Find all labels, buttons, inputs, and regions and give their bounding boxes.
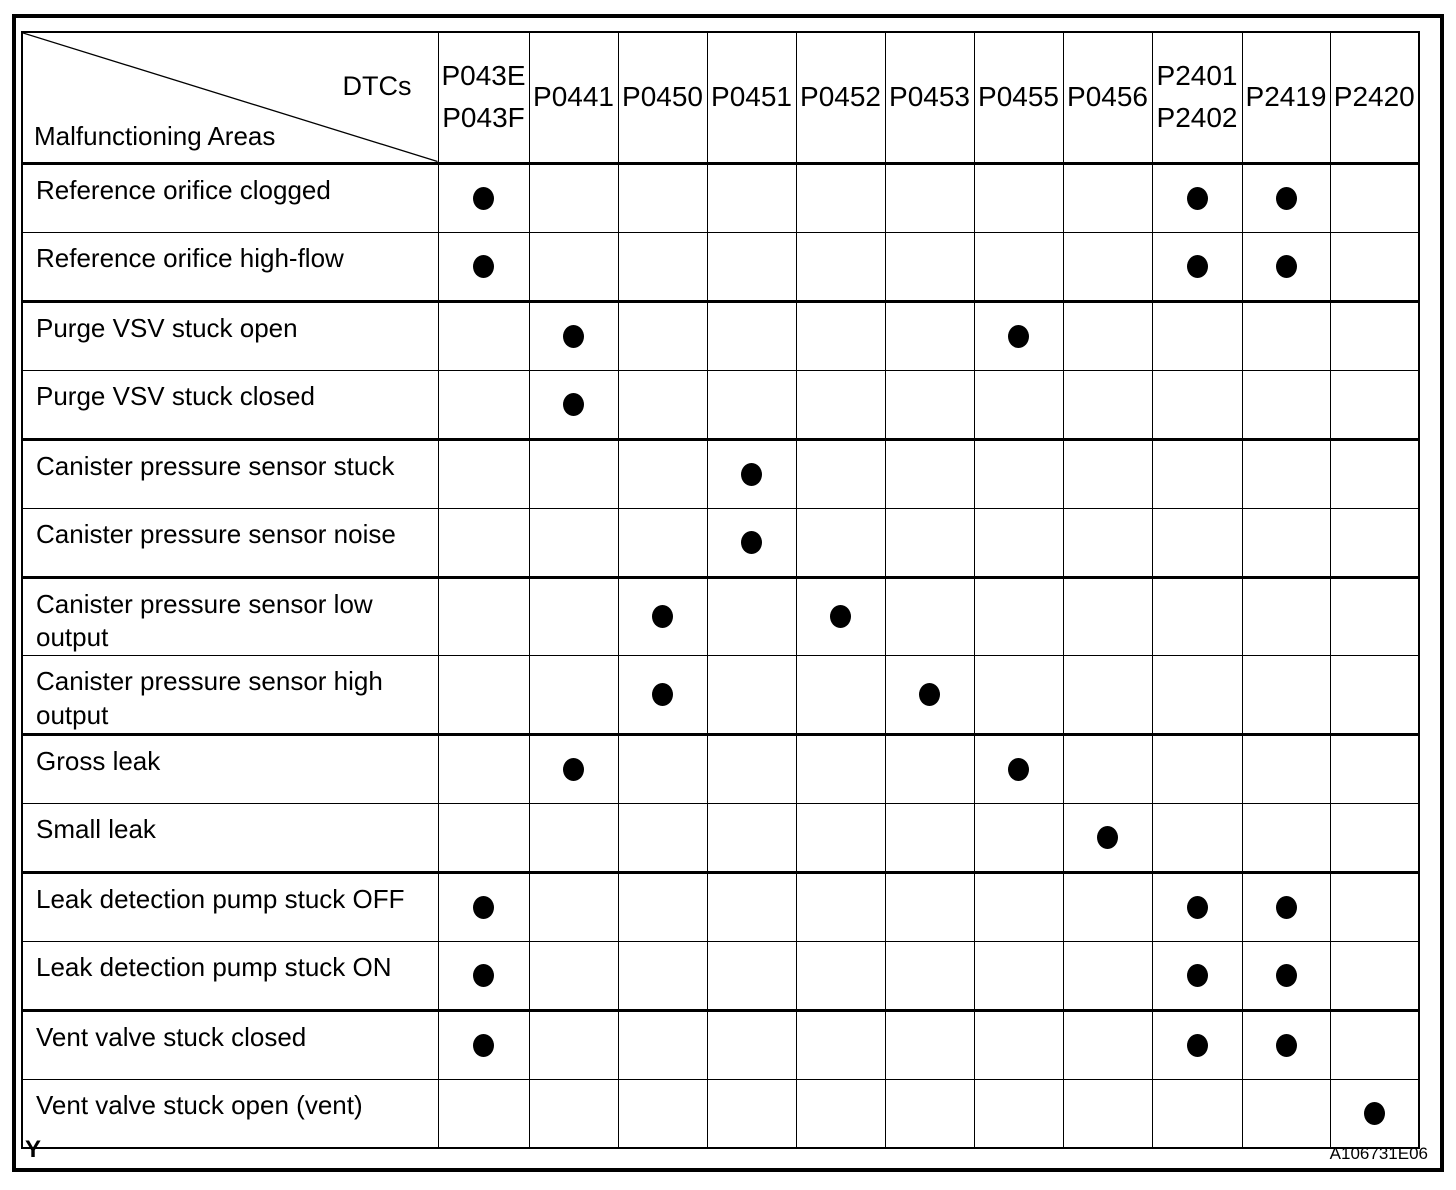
dtc-applicability-dot — [1008, 325, 1029, 348]
dtc-column-header: P0453 — [885, 32, 974, 163]
empty-cell — [1330, 508, 1419, 577]
empty-cell — [707, 163, 796, 232]
malfunction-area-label: Purge VSV stuck closed — [22, 370, 438, 439]
empty-cell — [438, 577, 529, 656]
marked-cell — [438, 232, 529, 301]
empty-cell — [1152, 734, 1242, 803]
empty-cell — [885, 301, 974, 370]
empty-cell — [529, 803, 618, 872]
empty-cell — [1152, 656, 1242, 735]
malfunction-area-label: Leak detection pump stuck ON — [22, 941, 438, 1010]
empty-cell — [1242, 508, 1330, 577]
empty-cell — [1330, 370, 1419, 439]
dtc-applicability-dot — [652, 683, 673, 706]
empty-cell — [796, 656, 885, 735]
malfunction-area-label: Purge VSV stuck open — [22, 301, 438, 370]
dtc-applicability-dot — [563, 758, 584, 781]
malfunction-area-label: Canister pressure sensor noise — [22, 508, 438, 577]
empty-cell — [618, 370, 707, 439]
marked-cell — [796, 577, 885, 656]
empty-cell — [885, 439, 974, 508]
empty-cell — [1063, 941, 1152, 1010]
empty-cell — [529, 439, 618, 508]
empty-cell — [1242, 734, 1330, 803]
empty-cell — [974, 508, 1063, 577]
empty-cell — [529, 232, 618, 301]
empty-cell — [796, 439, 885, 508]
dtc-applicability-dot — [1187, 255, 1208, 278]
dtc-applicability-dot — [563, 325, 584, 348]
empty-cell — [618, 734, 707, 803]
dtc-applicability-dot — [1187, 187, 1208, 210]
dtc-applicability-dot — [1187, 1034, 1208, 1057]
empty-cell — [796, 232, 885, 301]
table-row — [22, 734, 1419, 803]
empty-cell — [1152, 508, 1242, 577]
empty-cell — [618, 439, 707, 508]
dtc-applicability-dot — [1187, 896, 1208, 919]
table-row — [22, 872, 1419, 941]
dtc-applicability-dot — [473, 187, 494, 210]
dtc-column-header: P0452 — [796, 32, 885, 163]
empty-cell — [1330, 232, 1419, 301]
table-row — [22, 370, 1419, 439]
empty-cell — [529, 508, 618, 577]
empty-cell — [1242, 439, 1330, 508]
empty-cell — [1152, 439, 1242, 508]
empty-cell — [707, 232, 796, 301]
malfunction-area-label: Gross leak — [22, 734, 438, 803]
empty-cell — [707, 301, 796, 370]
dtc-applicability-dot — [1364, 1102, 1385, 1125]
malfunction-area-label: Reference orifice high-flow — [22, 232, 438, 301]
empty-cell — [1242, 370, 1330, 439]
empty-cell — [1330, 941, 1419, 1010]
dtc-applicability-dot — [1008, 758, 1029, 781]
empty-cell — [974, 872, 1063, 941]
matrix-corner-cell — [22, 32, 438, 163]
empty-cell — [1063, 301, 1152, 370]
marked-cell — [618, 656, 707, 735]
malfunction-area-label: Leak detection pump stuck OFF — [22, 872, 438, 941]
marked-cell — [1152, 941, 1242, 1010]
dtc-applicability-dot — [652, 605, 673, 628]
dtc-column-header: P2419 — [1242, 32, 1330, 163]
empty-cell — [974, 163, 1063, 232]
empty-cell — [618, 163, 707, 232]
empty-cell — [618, 301, 707, 370]
marked-cell — [974, 734, 1063, 803]
empty-cell — [438, 508, 529, 577]
empty-cell — [618, 232, 707, 301]
empty-cell — [1063, 370, 1152, 439]
marked-cell — [1063, 803, 1152, 872]
marked-cell — [529, 301, 618, 370]
empty-cell — [707, 656, 796, 735]
empty-cell — [1242, 577, 1330, 656]
malfunction-area-label: Small leak — [22, 803, 438, 872]
table-row — [22, 508, 1419, 577]
empty-cell — [707, 577, 796, 656]
empty-cell — [1063, 163, 1152, 232]
empty-cell — [885, 941, 974, 1010]
empty-cell — [707, 872, 796, 941]
marked-cell — [1242, 941, 1330, 1010]
empty-cell — [1152, 301, 1242, 370]
empty-cell — [707, 370, 796, 439]
empty-cell — [885, 232, 974, 301]
marked-cell — [707, 439, 796, 508]
dtc-column-header: P043E P043F — [438, 32, 529, 163]
dtc-applicability-dot — [1276, 964, 1297, 987]
dtc-column-header: P0441 — [529, 32, 618, 163]
dtc-applicability-dot — [741, 531, 762, 554]
empty-cell — [438, 301, 529, 370]
empty-cell — [796, 1010, 885, 1079]
marked-cell — [618, 577, 707, 656]
malfunction-area-label: Canister pressure sensor low output — [22, 577, 438, 656]
malfunction-area-label: Vent valve stuck open (vent) — [22, 1079, 438, 1148]
empty-cell — [974, 232, 1063, 301]
marked-cell — [1242, 163, 1330, 232]
marked-cell — [1242, 1010, 1330, 1079]
empty-cell — [1242, 803, 1330, 872]
marked-cell — [529, 370, 618, 439]
empty-cell — [885, 872, 974, 941]
dtc-applicability-dot — [1276, 187, 1297, 210]
empty-cell — [1330, 734, 1419, 803]
dtc-column-header: P0451 — [707, 32, 796, 163]
marked-cell — [974, 301, 1063, 370]
table-row — [22, 439, 1419, 508]
marked-cell — [529, 734, 618, 803]
empty-cell — [618, 941, 707, 1010]
marked-cell — [438, 872, 529, 941]
empty-cell — [1152, 577, 1242, 656]
empty-cell — [974, 370, 1063, 439]
empty-cell — [529, 941, 618, 1010]
empty-cell — [1063, 232, 1152, 301]
empty-cell — [974, 941, 1063, 1010]
dtc-applicability-dot — [1097, 826, 1118, 849]
marked-cell — [438, 163, 529, 232]
marked-cell — [1242, 232, 1330, 301]
empty-cell — [796, 872, 885, 941]
empty-cell — [1063, 439, 1152, 508]
dtc-applicability-dot — [741, 463, 762, 486]
empty-cell — [1330, 301, 1419, 370]
table-row — [22, 163, 1419, 232]
empty-cell — [1063, 1010, 1152, 1079]
empty-cell — [438, 734, 529, 803]
marked-cell — [1242, 872, 1330, 941]
empty-cell — [1063, 577, 1152, 656]
areas-header-label: Malfunctioning Areas — [34, 120, 276, 151]
figure-footer — [16, 1138, 1440, 1168]
empty-cell — [618, 872, 707, 941]
empty-cell — [1152, 803, 1242, 872]
empty-cell — [1330, 656, 1419, 735]
marked-cell — [707, 508, 796, 577]
dtc-matrix-table — [21, 31, 1420, 1149]
empty-cell — [974, 803, 1063, 872]
table-row — [22, 301, 1419, 370]
empty-cell — [796, 734, 885, 803]
dtc-applicability-dot — [830, 605, 851, 628]
empty-cell — [529, 1010, 618, 1079]
empty-cell — [1330, 872, 1419, 941]
empty-cell — [529, 163, 618, 232]
empty-cell — [796, 163, 885, 232]
empty-cell — [885, 734, 974, 803]
empty-cell — [707, 803, 796, 872]
table-row — [22, 232, 1419, 301]
dtc-applicability-dot — [1276, 1034, 1297, 1057]
empty-cell — [796, 508, 885, 577]
empty-cell — [1330, 577, 1419, 656]
figure-frame — [12, 14, 1444, 1172]
dtc-applicability-dot — [473, 255, 494, 278]
matrix-body — [22, 163, 1419, 1148]
marked-cell — [1152, 872, 1242, 941]
empty-cell — [707, 734, 796, 803]
empty-cell — [1063, 656, 1152, 735]
dtc-applicability-dot — [1276, 255, 1297, 278]
header-row — [22, 32, 1419, 163]
empty-cell — [1152, 370, 1242, 439]
dtc-applicability-dot — [473, 896, 494, 919]
table-row — [22, 656, 1419, 735]
empty-cell — [1330, 803, 1419, 872]
empty-cell — [707, 1010, 796, 1079]
footer-left-label: Y — [25, 1136, 42, 1163]
dtc-applicability-dot — [473, 1034, 494, 1057]
empty-cell — [885, 803, 974, 872]
empty-cell — [529, 872, 618, 941]
malfunction-area-label: Canister pressure sensor high output — [22, 656, 438, 735]
dtc-applicability-dot — [473, 964, 494, 987]
table-row — [22, 941, 1419, 1010]
empty-cell — [1063, 508, 1152, 577]
empty-cell — [885, 508, 974, 577]
empty-cell — [885, 577, 974, 656]
marked-cell — [438, 941, 529, 1010]
empty-cell — [796, 803, 885, 872]
dtcs-header-label: DTCs — [342, 71, 412, 101]
marked-cell — [438, 1010, 529, 1079]
table-row — [22, 803, 1419, 872]
empty-cell — [438, 370, 529, 439]
dtc-column-header: P0456 — [1063, 32, 1152, 163]
empty-cell — [707, 941, 796, 1010]
marked-cell — [1152, 232, 1242, 301]
empty-cell — [1330, 163, 1419, 232]
marked-cell — [1152, 163, 1242, 232]
empty-cell — [1242, 656, 1330, 735]
table-row — [22, 577, 1419, 656]
empty-cell — [885, 1010, 974, 1079]
figure-id-label: A106731E06 — [1329, 1144, 1428, 1163]
empty-cell — [618, 1010, 707, 1079]
empty-cell — [438, 803, 529, 872]
malfunction-area-label: Reference orifice clogged — [22, 163, 438, 232]
malfunction-area-label: Vent valve stuck closed — [22, 1010, 438, 1079]
dtc-column-header: P0450 — [618, 32, 707, 163]
empty-cell — [974, 577, 1063, 656]
empty-cell — [796, 941, 885, 1010]
dtc-column-header: P2420 — [1330, 32, 1419, 163]
empty-cell — [974, 656, 1063, 735]
dtc-applicability-dot — [1187, 964, 1208, 987]
empty-cell — [1063, 872, 1152, 941]
empty-cell — [529, 577, 618, 656]
empty-cell — [618, 803, 707, 872]
empty-cell — [974, 439, 1063, 508]
malfunction-area-label: Canister pressure sensor stuck — [22, 439, 438, 508]
empty-cell — [1330, 439, 1419, 508]
empty-cell — [796, 370, 885, 439]
empty-cell — [529, 656, 618, 735]
empty-cell — [974, 1010, 1063, 1079]
dtc-applicability-dot — [1276, 896, 1297, 919]
empty-cell — [1330, 1010, 1419, 1079]
empty-cell — [885, 163, 974, 232]
dtc-column-header: P2401 P2402 — [1152, 32, 1242, 163]
empty-cell — [796, 301, 885, 370]
table-row — [22, 1010, 1419, 1079]
marked-cell — [885, 656, 974, 735]
dtc-applicability-dot — [563, 393, 584, 416]
marked-cell — [1152, 1010, 1242, 1079]
empty-cell — [438, 656, 529, 735]
empty-cell — [618, 508, 707, 577]
dtc-applicability-dot — [919, 683, 940, 706]
dtc-column-header: P0455 — [974, 32, 1063, 163]
empty-cell — [438, 439, 529, 508]
empty-cell — [1242, 301, 1330, 370]
empty-cell — [885, 370, 974, 439]
empty-cell — [1063, 734, 1152, 803]
